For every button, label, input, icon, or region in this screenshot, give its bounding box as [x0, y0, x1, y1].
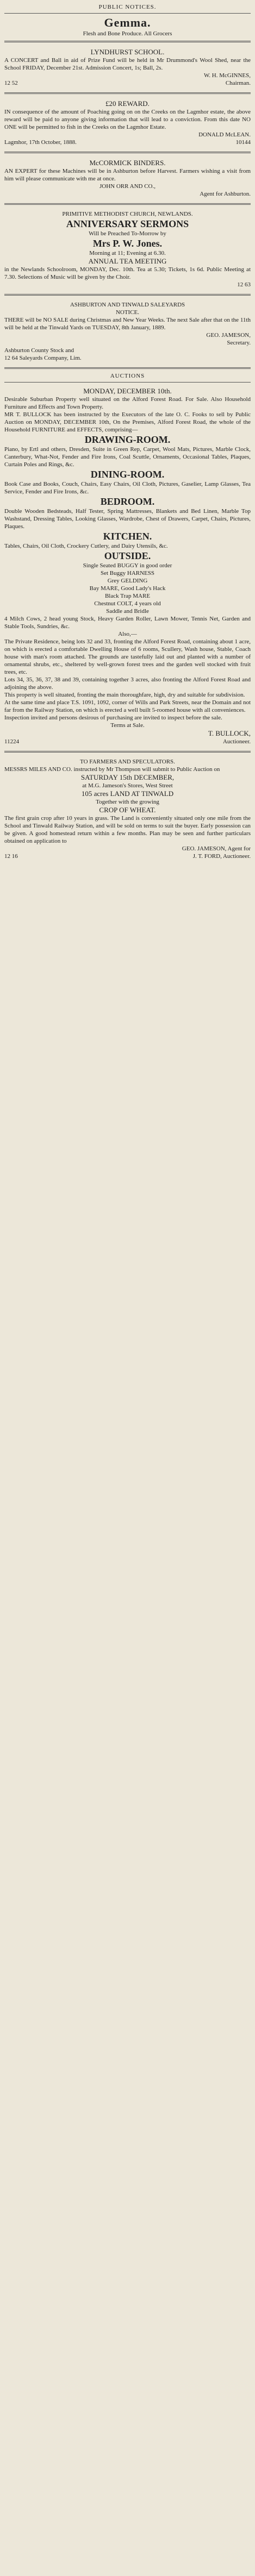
reward-notice: [4, 97, 251, 148]
lead-title: Gemma.: [104, 16, 151, 29]
outside-title: OUTSIDE.: [104, 550, 151, 561]
closing-note: Inspection invited and persons desirous of purchasing are invited to inspect before the sale.: [4, 714, 222, 721]
outside-item: Saddle and Bridle: [106, 608, 149, 615]
binders-signer: JOHN ORR AND CO.,: [99, 183, 156, 190]
outside-item: Chestnut COLT, 4 years old: [94, 600, 161, 607]
auctioneer-role: Auctioneer.: [222, 738, 251, 745]
outside-item: 4 Milch Cows, 2 head young Stock, Heavy Garden Roller, Lawn Mower, Tennis Net, Garden and Stable Tools, Sundries, &c.: [4, 616, 251, 630]
school-title: LYNDHURST SCHOOL.: [90, 48, 165, 56]
farmers-date: SATURDAY 15th DECEMBER,: [80, 773, 175, 781]
reward-place: Lagmhor, 17th October, 1888.: [4, 139, 77, 146]
lots-body: Lots 34, 35, 36, 37, 38 and 39, containing together 3 acres, also fronting the Alford Forest Road and adjoining the above.: [4, 676, 251, 691]
saleyards-sub: NOTICE.: [115, 309, 140, 316]
outside-item: Bay MARE, Good Lady's Hack: [89, 585, 166, 592]
farmers-notice: [4, 756, 251, 862]
also-label: Also,—: [118, 631, 137, 637]
outside-item: Single Seated BUGGY in good order: [83, 562, 172, 569]
farmers-body: MESSRS MILES AND CO. instructed by Mr Thompson will submit to Public Auction on: [4, 766, 220, 773]
crop-body: The first grain crop after 10 years in grass. The Land is conveniently situated only one mile from the School and Tinwald Railway Station, and will be sold on terms to suit the buyer. Early possession can be given. A good homestead return within a few months. Plan may be seen and further particulars obtained on application to: [4, 815, 251, 844]
section-header: PUBLIC NOTICES.: [98, 4, 157, 10]
church-ref: 12 63: [237, 281, 251, 288]
crop-intro: Together with the growing: [96, 799, 159, 805]
farmers-signer: GEO. JAMESON, Agent for: [182, 845, 251, 852]
dining-room-title: DINING-ROOM.: [90, 469, 165, 480]
outside-item: Black Trap MARE: [104, 593, 151, 599]
church-meeting-body: in the Newlands Schoolroom, MONDAY, Dec. 10th. Tea at 5.30; Tickets, 1s 6d. Public Meeting at 7.30. Selections of Music will be given by the Choir.: [4, 266, 251, 280]
divider: [4, 13, 251, 14]
church-meeting-title: ANNUAL TEA MEETING: [88, 257, 167, 265]
school-footer: [4, 79, 251, 87]
kitchen-body: Tables, Chairs, Oil Cloth, Crockery Cutlery, and Dairy Utensils, &c.: [4, 543, 168, 549]
terms: Terms at Sale.: [110, 722, 145, 729]
town-property: At the same time and place T.S. 1091, 1092, corner of Wills and Park Streets, near the Domain and not far from the Railway Station, on which is erected a well built 5-roomed house with all conveniences.: [4, 699, 251, 713]
divider: [4, 382, 251, 383]
divider: [4, 152, 251, 153]
binders-role: Agent for Ashburton.: [200, 191, 251, 197]
binders-title: McCORMICK BINDERS.: [89, 159, 166, 167]
lead-line: Flesh and Bone Produce. All Grocers: [83, 30, 172, 37]
saleyards-signer: GEO. JAMESON,: [206, 332, 251, 339]
reward-footer: [4, 139, 251, 146]
auctioneer: T. BULLOCK,: [208, 729, 251, 737]
binders-notice: [4, 156, 251, 200]
drawing-room-title: DRAWING-ROOM.: [84, 434, 171, 445]
farmers-lot: 105 acres LAND AT TINWALD: [81, 789, 174, 798]
farmers-footer: [4, 853, 251, 860]
reward-ref: 10144: [235, 139, 251, 146]
saleyards-role: Secretary.: [227, 340, 251, 346]
auction-date: MONDAY, DECEMBER 10th.: [83, 387, 172, 395]
saleyards-place: Ashburton County Stock and: [4, 347, 74, 354]
school-body: A CONCERT and Ball in aid of Prize Fund will be held in Mr Drummond's Wool Shed, near the School FRIDAY, December 21st. Admission Concert, 1s; Ball, 2s.: [4, 57, 251, 71]
bedroom-title: BEDROOM.: [100, 496, 155, 507]
church-notice: [4, 208, 251, 291]
reward-signer: DONALD McLEAN.: [198, 131, 251, 138]
church-intro: Will be Preached To-Morrow by: [89, 230, 166, 237]
saleyards-notice: [4, 299, 251, 364]
drawing-room-body: Piano, by Ertl and others, Dresden, Suite in Green Rep, Carpet, Wool Mats, Pictures, Marble Clock, Canterbury, What-Not, Fender and Fire Irons, Coal Scuttle, Ornaments, Occasional Tables, Plaques, Curtain Poles and Rings, &c.: [4, 446, 251, 468]
church-times: Morning at 11; Evening at 6.30.: [89, 250, 166, 256]
bedroom-body: Double Wooden Bedsteads, Half Tester, Spring Mattresses, Blankets and Bed Linen, Marble Top Washstand, Dressing Tables, Looking Glasses, Wardrobe, Chest of Drawers, Carpet, Chairs, Pictures, Plaques.: [4, 508, 251, 530]
church-preacher: Mrs P. W. Jones.: [92, 238, 163, 249]
divider: [4, 751, 251, 753]
auction-intro: Desirable Suburban Property well situated on the Alford Forest Road. For Sale. Also Household Furniture and Effects and Town Property.: [4, 396, 251, 410]
divider: [4, 92, 251, 94]
outside-item: Grey GELDING: [107, 578, 148, 584]
divider: [4, 203, 251, 205]
auction-footer: [4, 738, 251, 745]
school-ref: 12 52: [4, 80, 18, 86]
outside-list: [4, 562, 251, 630]
church-headline: ANNIVERSARY SERMONS: [66, 218, 189, 229]
saleyards-title: ASHBURTON AND TINWALD SALEYARDS: [70, 302, 185, 308]
divider: [4, 294, 251, 296]
farmers-signer2: J. T. FORD, Auctioneer.: [192, 853, 251, 860]
crop-title: CROP OF WHEAT.: [99, 806, 156, 814]
kitchen-title: KITCHEN.: [103, 531, 152, 542]
farmers-place: at M.G. Jameson's Stores, West Street: [82, 782, 173, 789]
auction-notice: [4, 385, 251, 748]
property-note: This property is well situated, fronting the main thoroughfare, high, dry and suitable for subdivision.: [4, 692, 245, 698]
church-title: PRIMITIVE METHODIST CHURCH, NEWLANDS.: [62, 211, 193, 217]
auctions-header: AUCTIONS: [110, 373, 145, 379]
divider: [4, 367, 251, 369]
divider: [4, 41, 251, 42]
binders-body: AN EXPERT for these Machines will be in Ashburton before Harvest. Farmers wishing a visit from him will please communicate with me at once.: [4, 168, 251, 182]
newspaper-page: [4, 0, 251, 2576]
reward-body: IN consequence of the amount of Poaching going on on the Creeks on the Lagmhor estate, the above reward will be paid to anyone giving information that will lead to a conviction. From this date NO ONE will be permitted to fish in the Creeks on the Lagmhor Estate.: [4, 109, 251, 130]
saleyards-place2: 12 64 Saleyards Company, Lim.: [4, 355, 82, 361]
farmers-ref: 12 16: [4, 853, 18, 860]
saleyards-body: THERE will be NO SALE during Christmas and New Year Weeks. The next Sale after that on the 11th will be held at the Tinwald Yards on TUESDAY, 8th January, 1889.: [4, 317, 251, 331]
dining-room-body: Book Case and Books, Couch, Chairs, Easy Chairs, Oil Cloth, Pictures, Gaselier, Lamp Glasses, Tea Service, Fender and Fire Irons, &c.: [4, 481, 251, 495]
school-signer: W. H. McGINNES,: [203, 72, 251, 79]
property-body: The Private Residence, being lots 32 and 33, fronting the Alford Forest Road, containing about 1 acre, on which is erected a comfortable Dwelling House of 6 rooms, Scullery, Wash house, Stable, Coach house with man's room attached. The grounds are tastefully laid out and planted with a number of ornamental shrubs, etc., sheltered by well-grown forest trees and the garden well stocked with fruit trees, etc.: [4, 638, 251, 675]
outside-item: Set Buggy HARNESS: [100, 570, 155, 576]
school-role: Chairman.: [225, 80, 251, 86]
farmers-title: TO FARMERS AND SPECULATORS.: [80, 759, 175, 765]
auction-body: MR T. BULLOCK has been instructed by the Executors of the late O. C. Fooks to sell by Public Auction on MONDAY, DECEMBER 10th, On the Premises, Alford Forest Road, the whole of the Household FURNITURE and EFFECTS, comprising—: [4, 411, 251, 433]
auction-ref: 11224: [4, 738, 20, 745]
reward-title: £20 REWARD.: [105, 99, 150, 108]
school-notice: [4, 46, 251, 89]
